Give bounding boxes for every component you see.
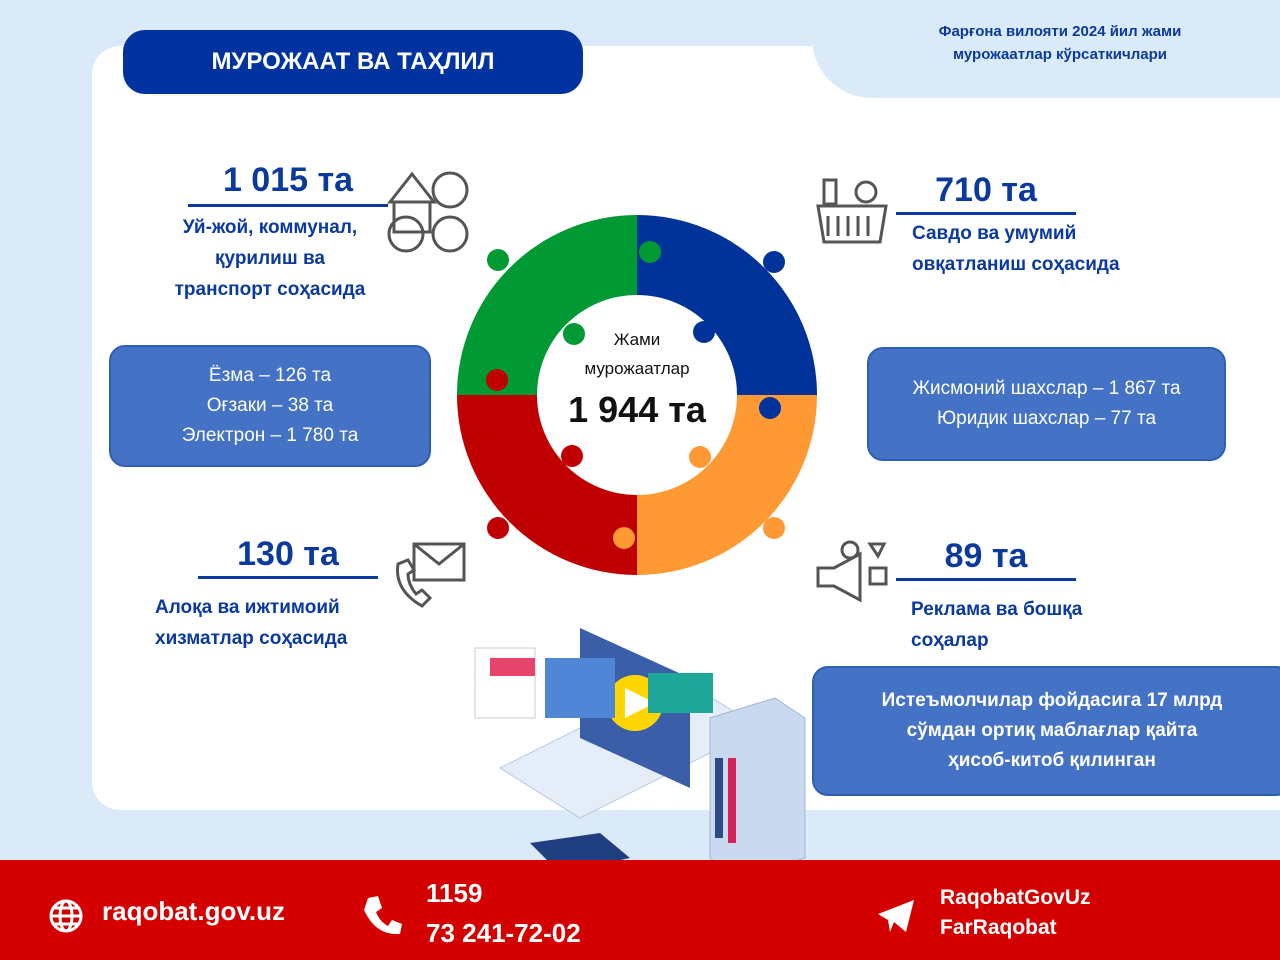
trade-label: Савдо ва умумий овқатланиш соҳасида [912,223,1120,275]
puzzle-knob [486,369,508,391]
puzzle-knob [487,249,509,271]
phone-full[interactable]: 73 241-72-02 [426,918,581,948]
laptop-illustration [470,618,810,888]
phone-short[interactable]: 1159 [426,878,483,908]
shopping-basket-icon [814,176,890,246]
footer [0,860,1280,960]
trade-count: 710 та [896,170,1076,215]
phone-icon [360,892,404,936]
puzzle-knob [759,397,781,419]
puzzle-knob [639,241,661,263]
telegram-channel-1[interactable]: RaqobatGovUz [940,886,1091,909]
total-center: Жами мурожаатлар 1 944 та [527,325,747,431]
mail-phone-icon [392,540,468,612]
subtitle: Фарғона вилояти 2024 йил жами мурожаатлар кўрсаткичлари [938,23,1182,63]
advertising-count: 89 та [896,536,1076,581]
communication-count: 130 та [198,534,378,579]
total-count: 1 944 та [568,389,706,430]
telegram-channel-2[interactable]: FarRaqobat [940,916,1057,939]
housing-count: 1 015 та [188,160,388,207]
housing-label: Уй-жой, коммунал, қурилиш ва транспорт соҳасида [174,217,366,300]
communication-label: Алоқа ва ижтимоий хизматлар соҳасида [155,597,348,649]
website-link[interactable]: raqobat.gov.uz [102,896,285,926]
telegram-icon [876,898,916,934]
puzzle-knob [487,517,509,539]
refund-box: Истеъмолчилар фойдасига 17 млрд сўмдан ортиқ маблағлар қайта ҳисоб-китоб қилинган [812,666,1280,796]
puzzle-knob [763,251,785,273]
globe-icon [48,898,84,934]
advertising-label: Реклама ва бошқа соҳалар [911,599,1083,651]
advertising-icon [812,538,894,616]
channels-box: Ёзма – 126 та Оғзаки – 38 та Электрон – 1 780 та [109,345,431,467]
persons-box: Жисмоний шахслар – 1 867 та Юридик шахслар – 77 та [867,347,1226,461]
puzzle-knob [763,517,785,539]
page-title: МУРОЖААТ ВА ТАҲЛИЛ [123,30,583,94]
puzzle-knob [689,446,711,468]
puzzle-knob [561,445,583,467]
puzzle-knob [613,527,635,549]
